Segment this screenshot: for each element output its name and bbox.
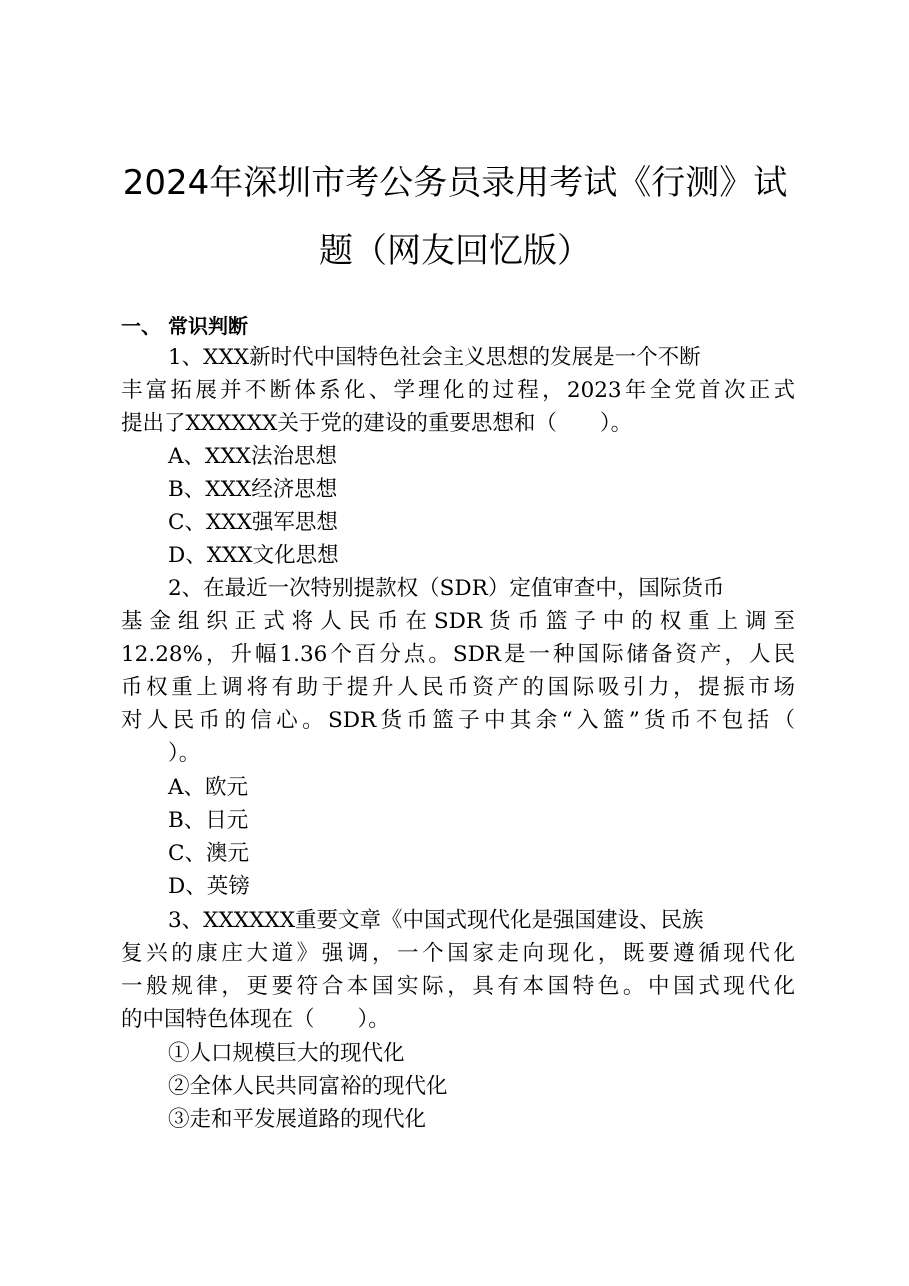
question-2-option-a: A、欧元 <box>168 775 249 800</box>
question-2-line-5: 对人民币的信心。SDR货币篮子中其余“入篮”货币不包括（ <box>121 708 795 733</box>
question-2-option-b: B、日元 <box>168 808 249 833</box>
question-2-option-d: D、英镑 <box>168 874 250 899</box>
document-title-line-2: 题（网友回忆版） <box>319 231 591 271</box>
question-2-line-1: 2、在最近一次特别提款权（SDR）定值审查中，国际货币 <box>168 576 725 601</box>
question-2-line-3: 12.28%，升幅1.36个百分点。SDR是一种国际储备资产，人民 <box>121 642 795 667</box>
question-3-line-3: 一般规律，更要符合本国实际，具有本国特色。中国式现代化 <box>121 974 795 999</box>
question-3-line-1: 3、XXXXXX重要文章《中国式现代化是强国建设、民族 <box>168 908 704 933</box>
question-3-line-2: 复兴的康庄大道》强调，一个国家走向现化，既要遵循现代化 <box>121 941 795 966</box>
question-2-line-6: ）。 <box>168 741 201 766</box>
section-heading: 一、 常识判断 <box>121 314 248 338</box>
question-1-option-a: A、XXX法治思想 <box>168 444 337 469</box>
question-3-item-3: ③走和平发展道路的现代化 <box>168 1107 427 1132</box>
question-1-option-d: D、XXX文化思想 <box>168 543 339 568</box>
question-3-item-1: ①人口规模巨大的现代化 <box>168 1041 405 1066</box>
question-1-line-1: 1、XXX新时代中国特色社会主义思想的发展是一个不断 <box>168 345 701 370</box>
question-1-option-c: C、XXX强军思想 <box>168 510 338 535</box>
question-3-item-2: ②全体人民共同富裕的现代化 <box>168 1074 448 1099</box>
question-2-line-2: 基金组织正式将人民币在SDR货币篮子中的权重上调至 <box>121 609 795 634</box>
document-title-line-1: 2024年深圳市考公务员录用考试《行测》试 <box>122 163 788 203</box>
question-1-line-3: 提出了XXXXXX关于党的建设的重要思想和（ ）。 <box>121 411 633 436</box>
question-3-line-4: 的中国特色体现在（ ）。 <box>121 1007 390 1032</box>
question-2-option-c: C、澳元 <box>168 841 249 866</box>
question-1-line-2: 丰富拓展并不断体系化、学理化的过程，2023年全党首次正式 <box>121 378 795 403</box>
question-1-option-b: B、XXX经济思想 <box>168 477 338 502</box>
question-2-line-4: 币权重上调将有助于提升人民币资产的国际吸引力，提振市场 <box>121 675 795 700</box>
